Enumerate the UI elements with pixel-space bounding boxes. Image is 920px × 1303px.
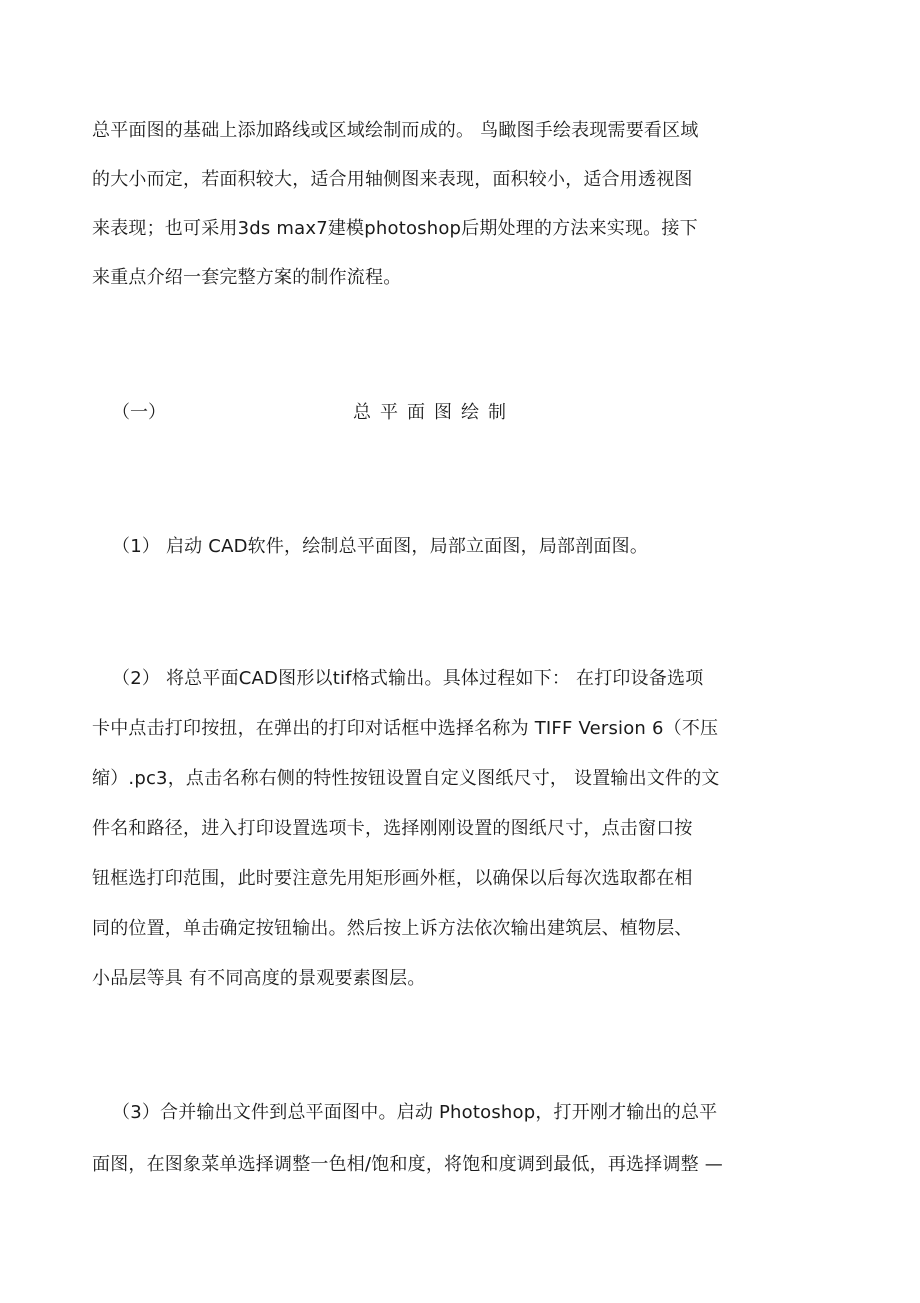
section-number: （一） [112,402,166,423]
step-line: 钮框选打印范围，此时要注意先用矩形画外框，以确保以后每次选取都在相 [92,868,693,889]
step-line: （3）合并输出文件到总平面图中。启动 Photoshop，打开刚才输出的总平 [112,1102,718,1123]
step-line: 面图，在图象菜单选择调整一色相/饱和度，将饱和度调到最低，再选择调整 — [92,1154,723,1175]
step-line: 卡中点击打印按扭，在弹出的打印对话框中选择名称为 TIFF Version 6（不压 [92,718,719,739]
step-line: 件名和路径，进入打印设置选项卡，选择刚刚设置的图纸尺寸，点击窗口按 [92,818,693,839]
intro-line: 来表现；也可采用3ds max7建模photoshop后期处理的方法来实现。接下 [92,218,698,239]
step-line: 缩）.pc3，点击名称右侧的特性按钮设置自定义图纸尺寸， 设置输出文件的文 [92,768,720,789]
intro-line: 来重点介绍一套完整方案的制作流程。 [92,267,402,288]
step-line: 小品层等具 有不同高度的景观要素图层。 [92,968,426,989]
step-line: （1） 启动 CAD软件，绘制总平面图，局部立面图，局部剖面图。 [112,536,649,557]
step-line: （2） 将总平面CAD图形以tif格式输出。具体过程如下： 在打印设备选项 [112,668,704,689]
step-line: 同的位置，单击确定按钮输出。然后按上诉方法依次输出建筑层、植物层、 [92,918,693,939]
intro-line: 的大小而定，若面积较大，适合用轴侧图来表现，面积较小，适合用透视图 [92,169,693,190]
section-title: 总平面图绘制 [353,402,515,423]
intro-line: 总平面图的基础上添加路线或区域绘制而成的。 鸟瞰图手绘表现需要看区域 [92,120,699,141]
